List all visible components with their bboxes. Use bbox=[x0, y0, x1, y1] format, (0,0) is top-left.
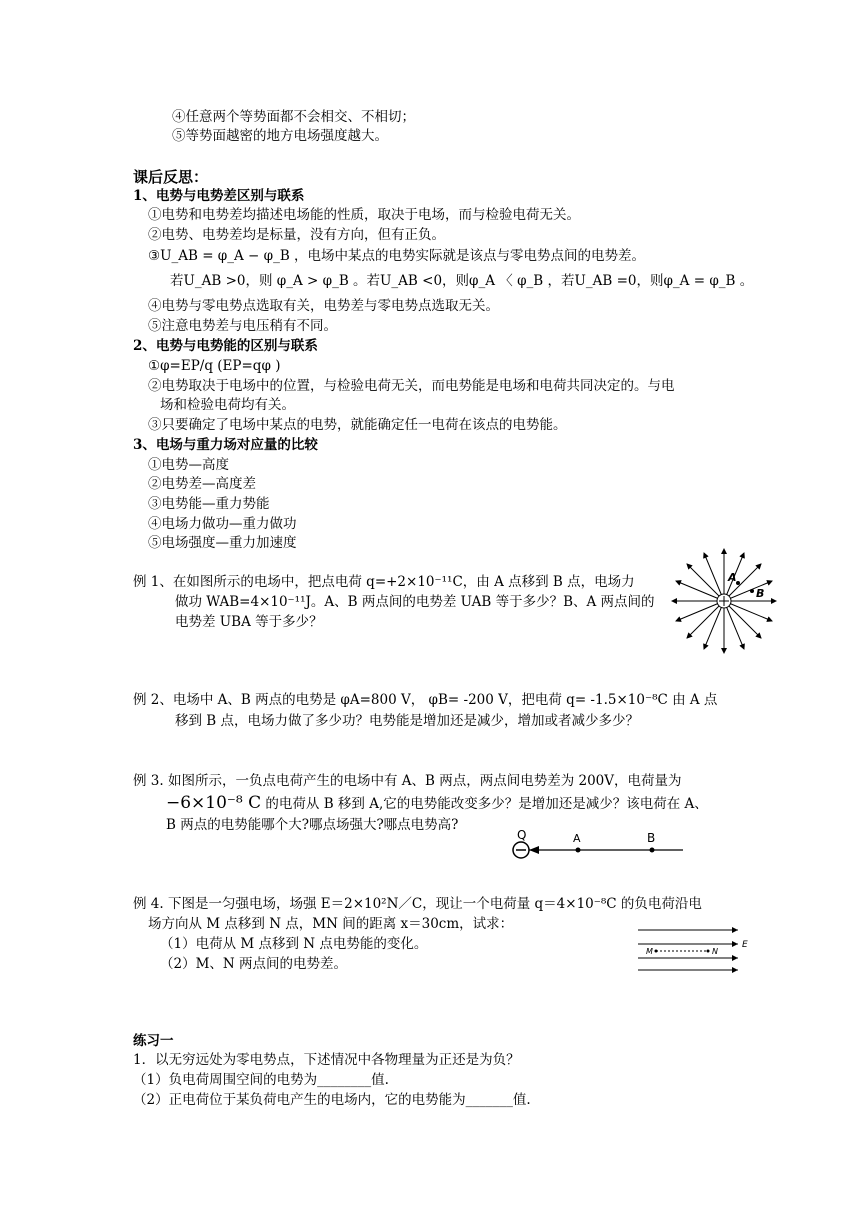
text-line: ⑤电场强度—重力加速度 bbox=[148, 535, 297, 551]
point-a-label: A bbox=[573, 832, 581, 845]
point-m-label: M bbox=[646, 947, 653, 956]
example-4-line: （2）M、N 两点间的电势差。 bbox=[160, 956, 348, 972]
subsection-title: 1、电势与电势差区别与联系 bbox=[133, 188, 305, 204]
text-line: ③只要确定了电场中某点的电势，就能确定任一电荷在该点的电势能。 bbox=[148, 417, 567, 433]
text-line: ④电场力做功—重力做功 bbox=[148, 516, 297, 532]
formula-line: 若U_AB >0，则 φ_A > φ_B 。若U_AB <0，则φ_A 〈 φ_B ，若U_AB =0，则φ_A = φ_B 。 bbox=[170, 273, 754, 289]
formula-line: ③U_AB = φ_A − φ_B ，电场中某点的电势实际就是该点与零电势点间的电势差。 bbox=[148, 248, 646, 264]
text-line: ②电势取决于电场中的位置，与检验电荷无关，而电势能是电场和电荷共同决定的。与电 bbox=[148, 378, 675, 394]
text-line: ⑤等势面越密的地方电场强度越大。 bbox=[172, 128, 388, 144]
uniform-field-figure bbox=[636, 924, 756, 974]
example-3-line: 例 3. 如图所示，一负点电荷产生的电场中有 A、B 两点，两点间电势差为 200V，电荷量为 bbox=[133, 773, 682, 789]
subsection-title: 3、电场与重力场对应量的比较 bbox=[133, 437, 318, 453]
practice-question: 1．以无穷远处为零电势点，下述情况中各物理量为正还是为负？ bbox=[133, 1052, 520, 1068]
subsection-title: 2、电势与电势能的区别与联系 bbox=[133, 338, 318, 354]
example-1-line: 例 1、在如图所示的电场中，把点电荷 q=+2×10⁻¹¹C，由 A 点移到 B 点，电场力 bbox=[133, 574, 635, 590]
section-title: 课后反思： bbox=[133, 168, 209, 186]
example-3-line: B 两点的电势能哪个大?哪点场强大?哪点电势高? bbox=[166, 817, 459, 833]
example-4-line: 场方向从 M 点移到 N 点，MN 间的距离 x＝30cm，试求： bbox=[148, 916, 514, 932]
point-charge-line-figure bbox=[505, 830, 685, 864]
example-2-line: 例 2、电场中 A、B 两点的电势是 φA=800 V， φB= -200 V，把电荷 q= -1.5×10⁻⁸C 由 A 点 bbox=[133, 692, 718, 708]
example-1-line: 做功 WAB=4×10⁻¹¹J。A、B 两点间的电势差 UAB 等于多少？B、A 两点间的 bbox=[175, 594, 655, 610]
practice-question: （2）正电荷位于某负荷电产生的电场内，它的电势能为_______值. bbox=[133, 1092, 531, 1108]
example-4-line: 例 4. 下图是一匀强电场，场强 E＝2×10²N／C，现让一个电荷量 q＝4×10⁻⁸C 的负电荷沿电 bbox=[133, 896, 702, 912]
point-a-label: A bbox=[728, 571, 737, 584]
field-e-label: E bbox=[742, 940, 748, 950]
radial-field-figure bbox=[668, 545, 780, 657]
text-line: ①φ=EP/q (EP=qφ ) bbox=[148, 358, 281, 374]
charge-q-label: Q bbox=[517, 830, 527, 842]
example-1-line: 电势差 UBA 等于多少？ bbox=[175, 614, 323, 630]
text-line: ④任意两个等势面都不会相交、不相切； bbox=[172, 109, 415, 125]
text-line: ②电势、电势差均是标量，没有方向，但有正负。 bbox=[148, 227, 445, 243]
text-line: ③电势能—重力势能 bbox=[148, 496, 270, 512]
text-line: 场和检验电荷均有关。 bbox=[160, 397, 295, 413]
practice-question: （1）负电荷周围空间的电势为________值. bbox=[133, 1072, 389, 1088]
point-n-label: N bbox=[712, 947, 718, 956]
example-3-line bbox=[166, 794, 708, 813]
point-b-label: B bbox=[756, 587, 765, 600]
text-line: ②电势差—高度差 bbox=[148, 476, 256, 492]
text-line: ①电势—高度 bbox=[148, 457, 229, 473]
text-line: ⑤注意电势差与电压稍有不同。 bbox=[148, 318, 337, 334]
point-b-label: B bbox=[647, 831, 656, 845]
text-line: ④电势与零电势点选取有关，电势差与零电势点选取无关。 bbox=[148, 298, 499, 314]
charge-value: −6×10⁻⁸ C bbox=[166, 793, 262, 813]
example-2-line: 移到 B 点，电场力做了多少功？电势能是增加还是减少，增加或者减少多少？ bbox=[175, 713, 640, 729]
example-3-text: 的电荷从 B 移到 A,它的电势能改变多少？是增加还是减少？该电荷在 A、 bbox=[261, 796, 708, 812]
practice-title: 练习一 bbox=[133, 1033, 174, 1049]
text-line: ①电势和电势差均描述电场能的性质，取决于电场，而与检验电荷无关。 bbox=[148, 207, 580, 223]
example-4-line: （1）电荷从 M 点移到 N 点电势能的变化。 bbox=[160, 936, 428, 952]
